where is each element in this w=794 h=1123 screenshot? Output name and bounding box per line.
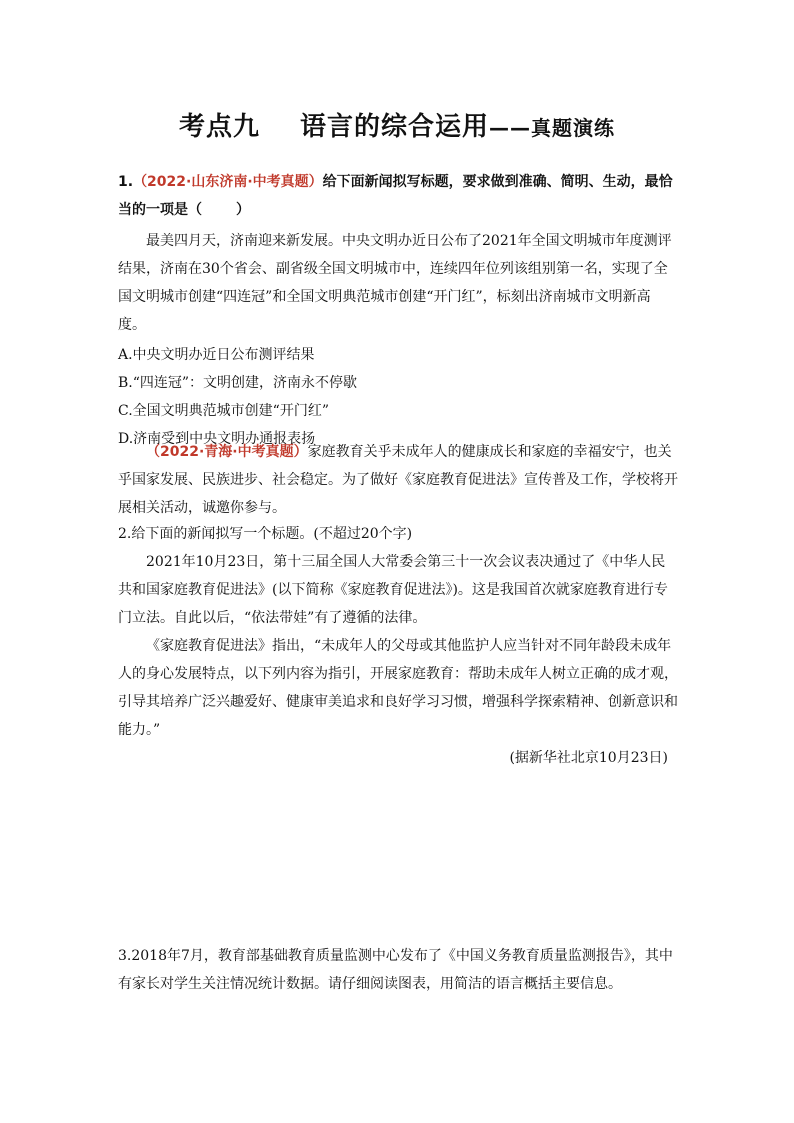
option-d: D.济南受到中央文明办通报表扬 (118, 431, 316, 447)
question-2-source: （2022·青海·中考真题） (146, 444, 308, 460)
question-1-close: ） (236, 202, 250, 218)
question-2 (118, 520, 678, 772)
question-1-number: 1. (118, 174, 134, 190)
question-1-source: （2022·山东济南·中考真题） (133, 174, 323, 190)
question-2-para-2: 《家庭教育促进法》指出，“未成年人的父母或其他监护人应当针对不同年龄段未成年人的身心发展特点，以下列内容为指引，开展家庭教育：帮助未成年人树立正确的成才观，引导其培养广泛兴趣爱好、健康审美追求和良好学习习惯，增强科学探索精神、创新意识和能力。” (118, 638, 678, 738)
question-1-text: 给下面新闻拟写标题，要求做到准确、简明、生动，最恰当的一项是（ (118, 174, 673, 218)
option-c: C.全国文明典范城市创建“开门红” (118, 403, 329, 419)
question-1-passage: 最美四月天，济南迎来新发展。中央文明办近日公布了2021年全国文明城市年度测评结果，济南在30个省会、副省级全国文明城市中，连续四年位列该组别第一名，实现了全国文明城市创建“四连冠”和全国文明典范城市创建“开门红”，标刻出济南城市文明新高度。 (118, 233, 672, 333)
question-2-intro (118, 438, 678, 522)
question-2-para-1: 2021年10月23日，第十三届全国人大常委会第三十一次会议表决通过了《中华人民共和国家庭教育促进法》(以下简称《家庭教育促进法》)。这是我国首次就家庭教育进行专门立法。自此以后，“依法带娃”有了遵循的法律。 (118, 554, 668, 626)
question-2-intro-body: 家庭教育关乎未成年人的健康成长和家庭的幸福安宁，也关乎国家发展、民族进步、社会稳定。为了做好《家庭教育促进法》宣传普及工作，学校将开展相关活动，诚邀你参与。 (118, 444, 678, 516)
question-2-intro-text (118, 438, 678, 522)
question-3 (118, 942, 678, 998)
title-main: 考点九 (178, 112, 260, 142)
question-2-source-note: (据新华社北京10月23日) (509, 750, 668, 766)
title-suffix: ——真题演练 (489, 116, 616, 140)
question-1-prompt (118, 168, 678, 224)
option-b: B.“四连冠”：文明创建，济南永不停歇 (118, 375, 358, 391)
option-a: A.中央文明办近日公布测评结果 (118, 347, 315, 363)
question-3-text: 3.2018年7月，教育部基础教育质量监测中心发布了《中国义务教育质量监测报告》，其中有家长对学生关注情况统计数据。请仔细阅读图表，用简洁的语言概括主要信息。 (118, 948, 673, 992)
question-1 (118, 168, 678, 453)
question-2-prompt: 2.给下面的新闻拟写一个标题。(不超过20个字) (118, 526, 413, 542)
page-title (0, 106, 794, 143)
title-topic: 语言的综合运用 (300, 112, 490, 142)
